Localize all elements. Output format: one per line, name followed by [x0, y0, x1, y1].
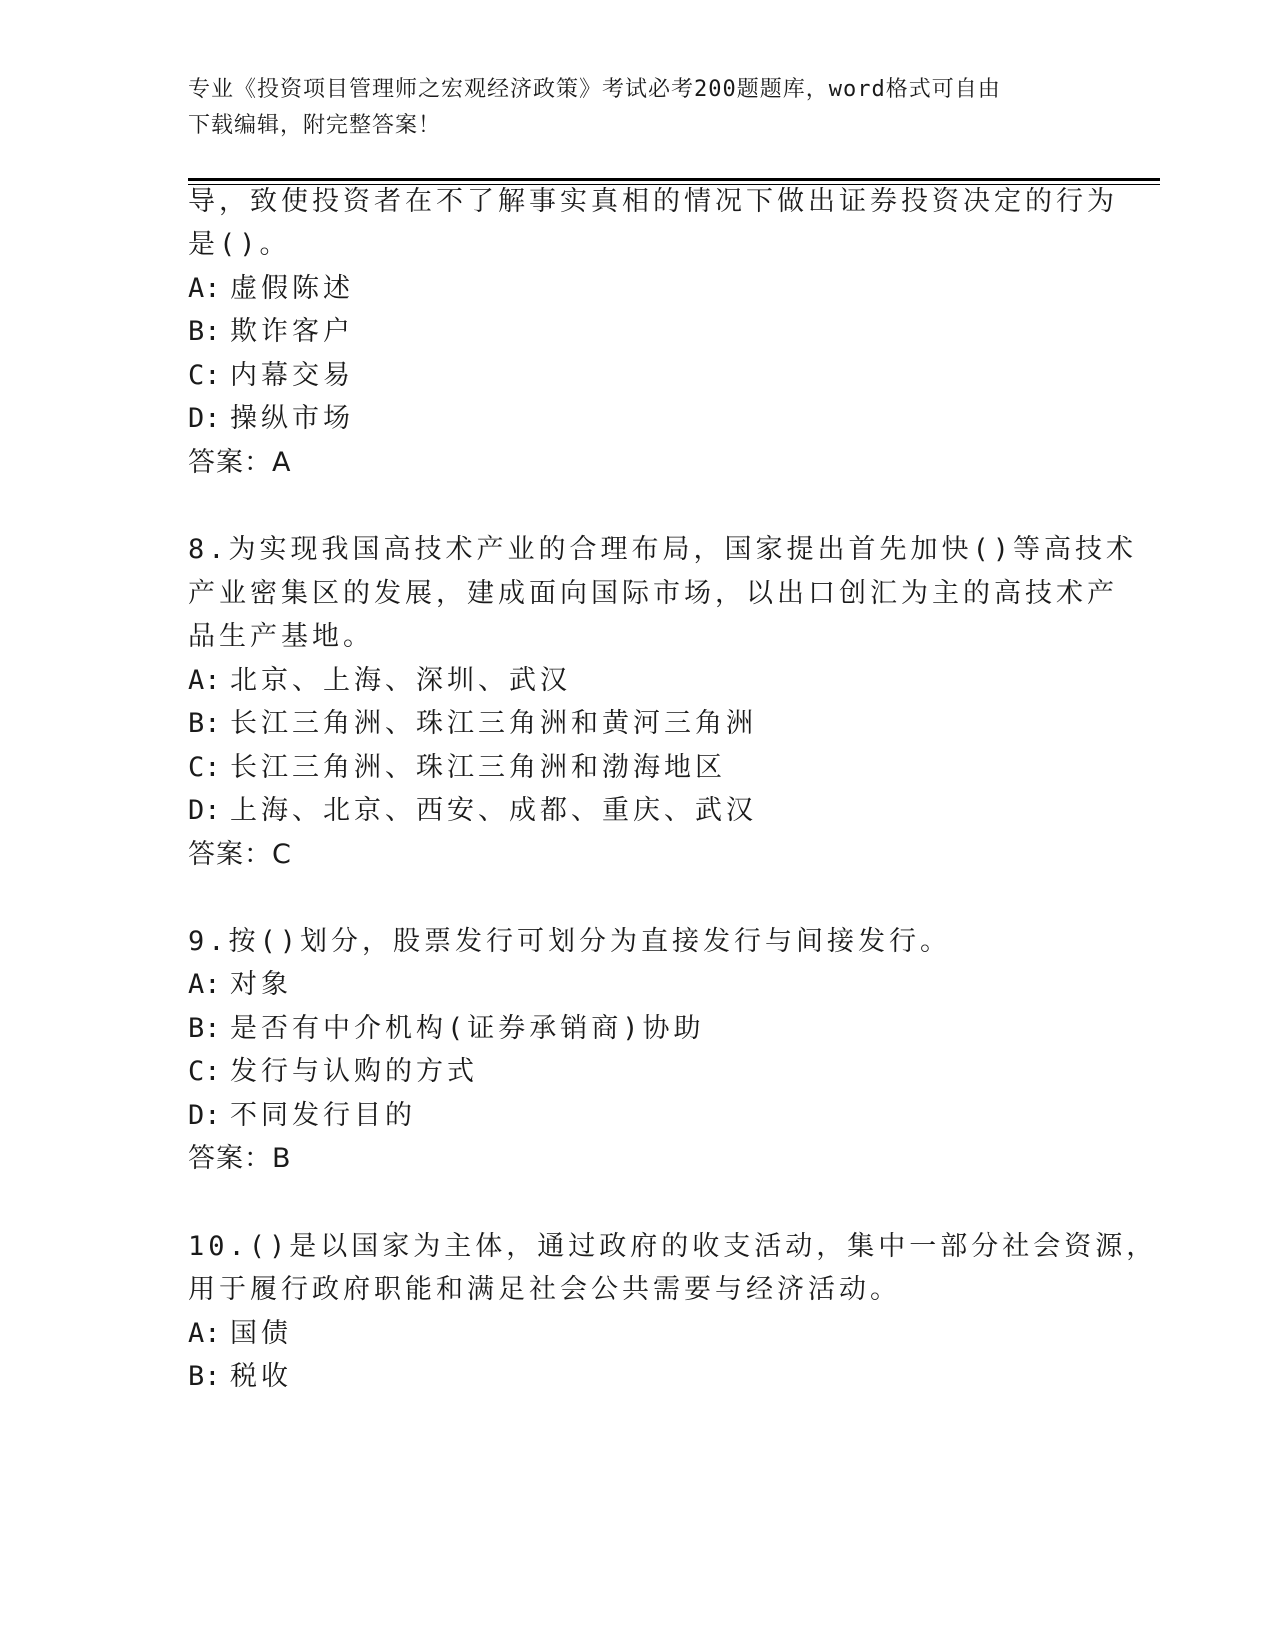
- option-key: D:: [188, 403, 221, 434]
- q8-stem-line-2: 产业密集区的发展，建成面向国际市场，以出口创汇为主的高技术产: [188, 578, 1118, 609]
- header-line-1: 专业《投资项目管理师之宏观经济政策》考试必考200题题库，word格式可自由: [188, 77, 1001, 102]
- option-text: 税收: [230, 1361, 292, 1392]
- option-key: D:: [188, 1100, 221, 1131]
- option-text: 发行与认购的方式: [230, 1056, 478, 1087]
- document-header: [188, 72, 1068, 144]
- option-text: 操纵市场: [230, 403, 354, 434]
- q8-option-b: [188, 706, 757, 742]
- header-rule-thick: [188, 178, 1160, 181]
- option-key: A:: [188, 665, 221, 696]
- q7-stem-line-2: 是()。: [188, 229, 291, 260]
- option-key: B:: [188, 316, 221, 347]
- q7-option-d: [188, 401, 354, 437]
- q8-option-d: [188, 793, 757, 829]
- option-text: 长江三角洲、珠江三角洲和渤海地区: [230, 752, 726, 783]
- option-text: 虚假陈述: [230, 273, 354, 304]
- q10-option-a: [188, 1316, 292, 1352]
- option-key: A:: [188, 1318, 221, 1349]
- option-text: 长江三角洲、珠江三角洲和黄河三角洲: [230, 708, 757, 739]
- q9-option-c: [188, 1054, 478, 1090]
- q7-option-a: [188, 271, 354, 307]
- q8-answer: 答案：C: [188, 839, 292, 870]
- header-line-2: 下载编辑，附完整答案！: [188, 113, 442, 138]
- option-text: 上海、北京、西安、成都、重庆、武汉: [230, 795, 757, 826]
- option-key: C:: [188, 1056, 221, 1087]
- option-key: D:: [188, 795, 221, 826]
- q10-stem-line-1: 10.()是以国家为主体，通过政府的收支活动，集中一部分社会资源，: [188, 1231, 1158, 1262]
- option-key: B:: [188, 1361, 221, 1392]
- q7-option-c: [188, 358, 354, 394]
- q9-answer: 答案：B: [188, 1143, 292, 1174]
- q10-option-b: [188, 1359, 292, 1395]
- q9-option-d: [188, 1098, 416, 1134]
- option-key: B:: [188, 708, 221, 739]
- option-key: B:: [188, 1013, 221, 1044]
- option-text: 是否有中介机构(证券承销商)协助: [230, 1013, 705, 1044]
- option-key: C:: [188, 752, 221, 783]
- option-key: A:: [188, 273, 221, 304]
- option-text: 北京、上海、深圳、武汉: [230, 665, 571, 696]
- q8-option-c: [188, 750, 726, 786]
- q7-stem-line-1: 导，致使投资者在不了解事实真相的情况下做出证券投资决定的行为: [188, 186, 1118, 217]
- q7-answer: 答案：A: [188, 447, 292, 478]
- q10-stem-line-2: 用于履行政府职能和满足社会公共需要与经济活动。: [188, 1274, 901, 1305]
- q9-option-a: [188, 967, 292, 1003]
- option-text: 不同发行目的: [230, 1100, 416, 1131]
- q9-stem-line-1: 9.按()划分，股票发行可划分为直接发行与间接发行。: [188, 926, 952, 957]
- option-key: C:: [188, 360, 221, 391]
- option-text: 欺诈客户: [230, 316, 354, 347]
- q9-option-b: [188, 1011, 705, 1047]
- q8-option-a: [188, 663, 571, 699]
- option-text: 对象: [230, 969, 292, 1000]
- option-key: A:: [188, 969, 221, 1000]
- option-text: 国债: [230, 1318, 292, 1349]
- q8-stem-line-1: 8.为实现我国高技术产业的合理布局，国家提出首先加快()等高技术: [188, 534, 1138, 565]
- q8-stem-line-3: 品生产基地。: [188, 621, 374, 652]
- q7-option-b: [188, 314, 354, 350]
- option-text: 内幕交易: [230, 360, 354, 391]
